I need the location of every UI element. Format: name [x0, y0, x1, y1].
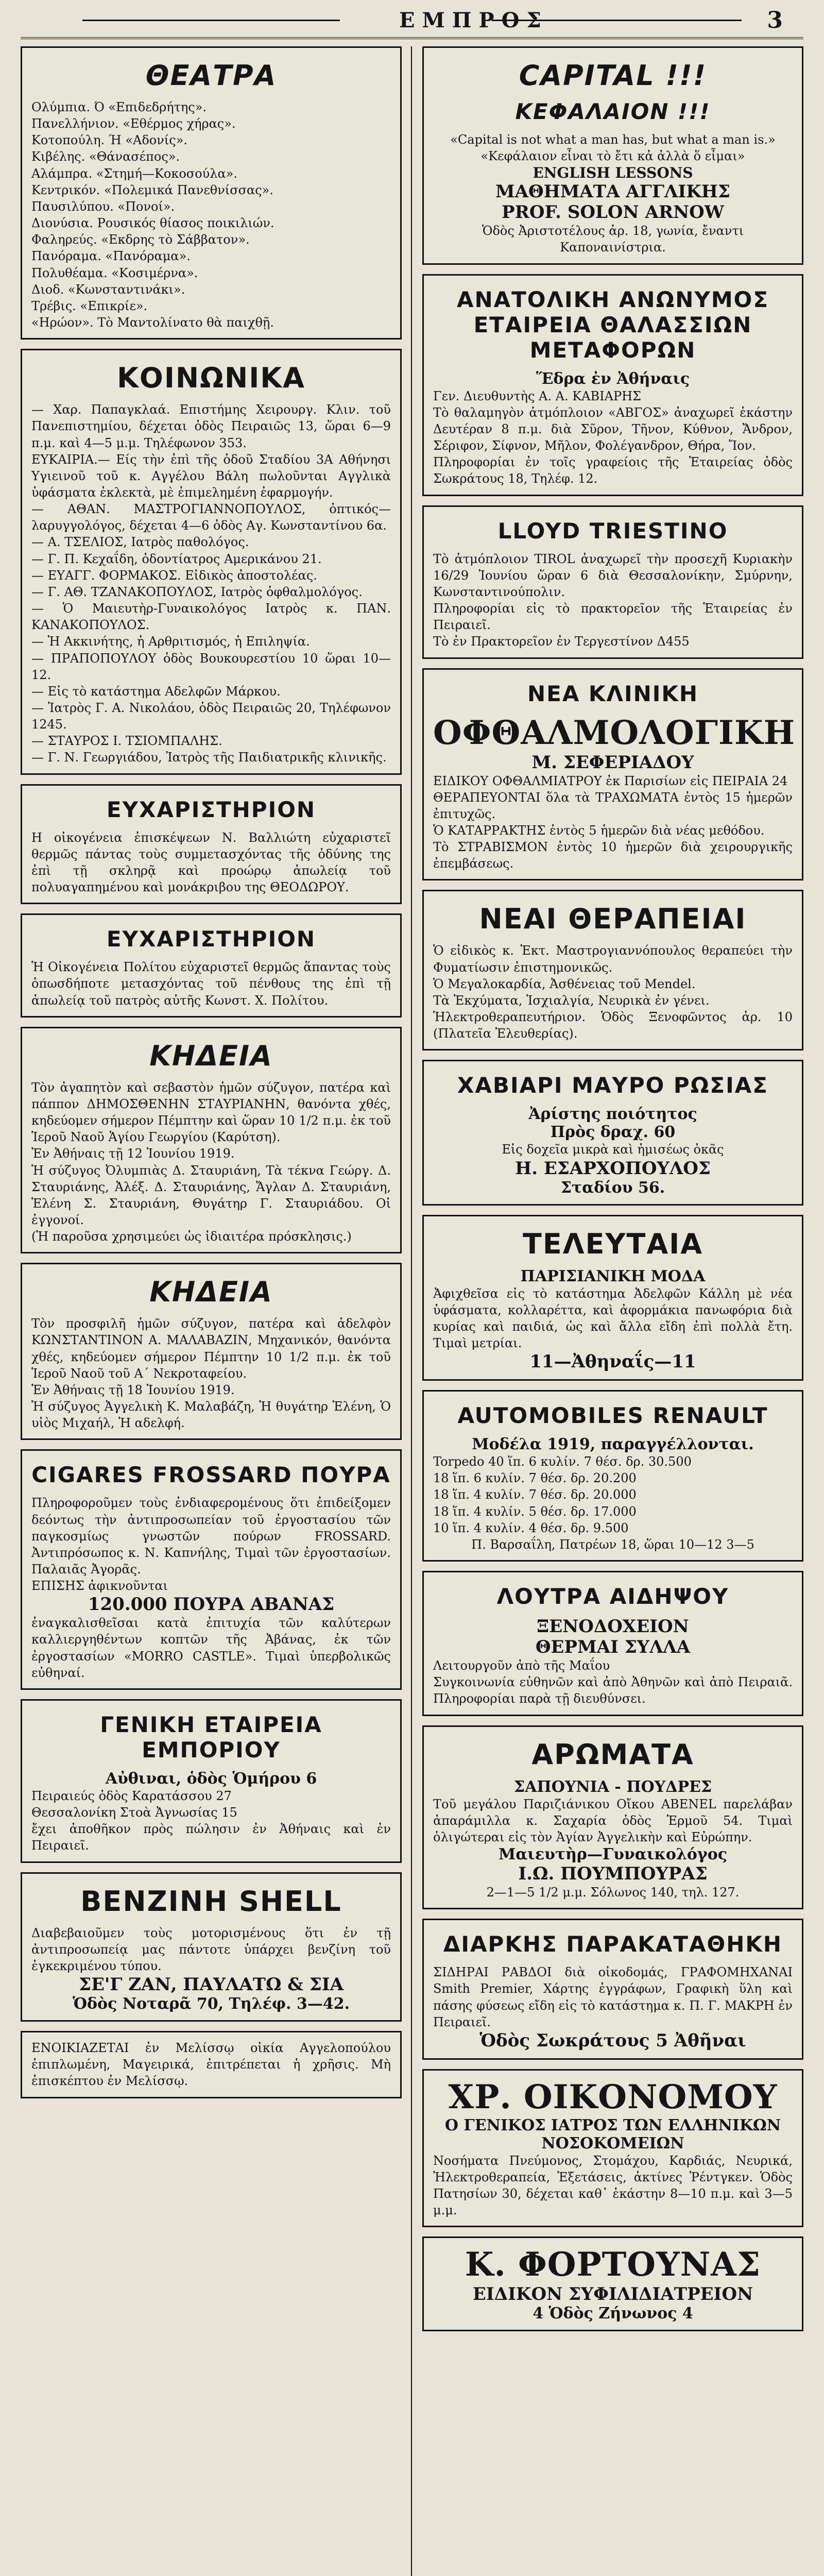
teleftaia-dates: 11—Ἀθηναΐς—11 [529, 1351, 696, 1372]
baths-title: ΞΕΝΟΔΟΧΕΙΟΝ [537, 1616, 689, 1637]
lloyd-heading: LLOYD TRIESTINO [497, 518, 728, 544]
renault-section [422, 1390, 803, 1562]
general-store-sub: Αὐθιναι, ὁδὸς Ὁμήρου 6 [105, 1769, 317, 1788]
greek-lessons-heading: ΜΑΘΗΜΑΤΑ ΑΓΓΛΙΚΗΣ [495, 181, 730, 202]
aromata-hours: 2—1—5 1/2 μ.μ. Σόλωνος 140, τηλ. 127. [486, 1885, 740, 1900]
lloyd-section [422, 505, 803, 659]
clinic-heading: ΝΕΑ ΚΛΙΝΙΚΗ [527, 681, 699, 706]
aromata-sub: ΣΑΠΟΥΝΙΑ - ΠΟΥΔΡΕΣ [513, 1777, 712, 1796]
diarkis-body: ΣΙΔΗΡΑΙ ΡΑΒΔΟΙ διὰ οἰκοδομάς, ΓΡΑΦΟΜΗΧΑΝΑΙ Smith Premier, Χάρτης ἐγγράφων, Γραφικὴ ὕλη καὶ πάσης φύσεως εἴδη εἰς τὸ κατάστημα κ. Π. Γ. ΜΑΚΡΗ ἐν Πειραιεῖ. [433, 1965, 793, 2029]
theatres-body: Ολύμπια. Ό «Επιδεδρήτης». Πανελλήνιον. «Εθέρμος χήρας». Κοτοπούλη. Ή «Αδονίς». Κιβέλης. «Θάνασέπος». Αλάμπρα. «Στημή—Κοκοσούλα». Κεντρικόν. «Πολεμικά Πανεθνίσσας». Παυσιλύπου. «Πονοί». Διονύσια. Ρουσικός θίασος ποικιλιών. Φαληρεύς. «Εκδρης τὸ Σάββατον». Πανόραμα. «Πανόραμα». Πολυθέαμα. «Κοσιμέρνα». Διοδ. «Κωνσταντινάκι». Τρέβις. «Επικρίε». «Ηρώον». Τὸ Μαντολίνατο θὰ παιχθῇ. [31, 100, 274, 330]
aromata-doctor: Ι.Ω. ΠΟΥΜΠΟΥΡΑΣ [518, 1863, 708, 1885]
baths-heading: ΛΟΥΤΡΑ ΑΙΔΗΨΟΥ [496, 1584, 729, 1609]
funeral-section-2 [21, 1263, 402, 1440]
general-store-section [21, 1699, 402, 1863]
newspaper-title: ΕΜΠΡΟΣ [399, 8, 548, 32]
column-divider [411, 46, 412, 2576]
doctor-title: Ο ΓΕΝΙΚΟΣ ΙΑΤΡΟΣ ΤΩΝ ΕΛΛΗΝΙΚΩΝ ΝΟΣΟΚΟΜΕΙΩΝ [444, 2116, 781, 2153]
new-therapies-body: Ὁ εἰδικὸς κ. Ἐκτ. Μαστρογιαννόπουλος θεραπεύει τὴν Φυματίωσιν ἐπιστημονικῶς. Ὁ Μεγαλοκαρδία, Ἀσθένειας τοῦ Mendel. Τὰ Ἐκχύματα, Ἱσχιαλγία, Νευρικὰ ἐν γένει. Ἡλεκτροθεραπευτήριον. Ὁδὸς Ξενοφῶντος ἀρ. 10 (Πλατεῖα Ἐλευθερίας). [433, 943, 793, 1041]
anatoliki-section [422, 274, 803, 496]
clinic-title: ΟΦΘΑΛΜΟΛΟΓΙΚΗ [433, 713, 796, 752]
caviar-heading: ΧΑΒΙΑΡΙ ΜΑΥΡΟ ΡΩΣΙΑΣ [457, 1073, 768, 1098]
aromata-heading: ΑΡΩΜΑΤΑ [531, 1738, 694, 1771]
funeral-heading-2: ΚΗΔΕΙΑ [149, 1276, 273, 1309]
cigars-section [21, 1449, 402, 1690]
funeral-heading-1: ΚΗΔΕΙΑ [149, 1039, 273, 1072]
clinic-section [422, 668, 803, 881]
lloyd-body: Τὸ ἀτμόπλοιον TIROL ἀναχωρεῖ τὴν προσεχῆ Κυριακὴν 16/29 Ἰουνίου ὥραν 6 διὰ Θεσσαλονίκην, Σμύρνην, Κωνσταντινούπολιν. Πληροφορίαι εἰς τὸ πρακτορεῖον τῆς Ἑταιρείας ἐν Πειραιεῖ. Τὸ ἐν Πρακτορεῖον ἐν Τεργεστίνον Δ455 [433, 551, 793, 649]
masthead-right-rule [492, 20, 742, 21]
renault-address: Π. Βαρσαΐλη, Πατρέων 18, ὥραι 10—12 3—5 [471, 1537, 754, 1552]
caviar-line-2: Πρὸς δραχ. 60 [550, 1123, 676, 1142]
social-section [21, 349, 402, 774]
diarkis-address: Ὁδὸς Σωκράτους 5 Ἀθῆναι [479, 2030, 746, 2051]
right-column [422, 46, 803, 2341]
caviar-line-1: Ἀρίστης ποιότητος [528, 1105, 697, 1124]
masthead-left-rule [82, 20, 340, 21]
diarkis-heading: ΔΙΑΡΚΗΣ ΠΑΡΑΚΑΤΑΘΗΚΗ [443, 1931, 783, 1957]
baths-body: Λειτουργοῦν ἀπὸ τῆς Μαΐου Συγκοινωνία εὐθηνῶν καὶ ἀπὸ Ἀθηνῶν καὶ ἀπὸ Πειραιᾶ. Πληροφορίαι παρὰ τῇ διευθύνσει. [433, 1658, 793, 1706]
shell-body: Διαβεβαιοῦμεν τοὺς μοτορισμένους ὅτι ἐν τῇ ἀντιπροσωπείᾳ μας πάντοτε ὑπάρχει βενζίνη τοῦ ἐγκεκριμένου τύπου. [31, 1925, 391, 1973]
anatoliki-sub: Ἕδρα ἐν Ἀθήναις [536, 369, 690, 388]
capital-section [422, 46, 803, 265]
theatres-section [21, 46, 402, 340]
thanks-heading-1: ΕΥΧΑΡΙΣΤΗΡΙΟΝ [106, 796, 316, 822]
cigars-promo-body: ἐναγκαλισθεῖσαι κατὰ ἐπιτυχία τῶν καλύτερων καλλιεργηθέντων κοπτῶν τῆς Ἀβάνας, ἐκ τῶν ἐργοστασίων «MORRO CASTLE». Τιμαὶ ὑπερβολικῶς εὐθηναί. [31, 1616, 391, 1680]
shell-address: Ὁδὸς Νοταρᾶ 70, Τηλέφ. 3—42. [72, 1995, 350, 2013]
rental-notice [21, 2031, 402, 2098]
renault-row-5: 10 ἵπ. 4 κυλίν. 4 θέσ. δρ. 9.500 [433, 1520, 629, 1535]
general-store-body: Πειραιεύς ὁδὸς Καρατάσσου 27 Θεσσαλονίκη Στοὰ Ἀγνωσίας 15 ἔχει ἀποθῆκον πρὸς πώλησιν ἐν Ἀθήναις καὶ ἐν Πειραιεῖ. [31, 1788, 391, 1853]
renault-row-3: 18 ἵπ. 4 κυλίν. 7 θέσ. δρ. 20.000 [433, 1487, 637, 1502]
funeral-section-1 [21, 1027, 402, 1254]
clinic-doctor: Μ. ΣΕΦΕΡΙΑΔΟΥ [531, 752, 694, 773]
anatoliki-body: Γεν. Διευθυντὴς Α. Α. ΚΑΒΙΑΡΗΣ Τὸ θαλαμηγὸν ἀτμόπλοιον «ΑΒΓΟΣ» ἀναχωρεῖ ἑκάστην Δευτέραν 8 π.μ. διὰ Σῦρον, Τῆνον, Κύθνον, Ἄνδρον, Σέριφον, Σίφνον, Μῆλον, Φολέγανδρον, Θήρα, Ἴον. Πληροφορίαι ἐν τοῖς γραφείοις τῆς Ἑταιρείας ὁδὸς Σωκράτους 18, Τηλέφ. 12. [433, 388, 793, 486]
caviar-line-3: Εἰς δοχεῖα μικρὰ καὶ ἡμισέως ὁκᾶς [502, 1142, 724, 1157]
professor-name: PROF. SOLON ARNOW [502, 202, 724, 223]
aromata-body: Τοῦ μεγάλου Παριζιάνικου Οἴκου ABENEL παρελάβαν ἀπαράμιλλα κ. Σαχαρία ὁδὸς Ἑρμοῦ 54. Τιμαὶ ὁλιγώτεραι εἰς τὸν Ἀγίαν Ἀγγελικὴν καὶ Εὐρώπην. [433, 1797, 793, 1844]
new-therapies-section [422, 890, 803, 1050]
caviar-section [422, 1060, 803, 1205]
fortounas-address: 4 Ὁδὸς Ζήνωνος 4 [533, 2304, 693, 2323]
fortounas-section [422, 2236, 803, 2331]
teleftaia-section [422, 1215, 803, 1381]
english-lessons-heading: ENGLISH LESSONS [533, 164, 693, 182]
clinic-body: ΕΙΔΙΚΟΥ ΟΦΘΑΛΜΙΑΤΡΟΥ ἐκ Παρισίων εἰς ΠΕΙΡΑΙΑ 24 ΘΕΡΑΠΕΥΟΝΤΑΙ ὅλα τὰ ΤΡΑΧΩΜΑΤΑ ἐντὸς 15 ἡμερῶν ἐπιτυχῶς. Ὁ ΚΑΤΑΡΡΑΚΤΗΣ ἐντὸς 5 ἡμερῶν διὰ νέας μεθόδου. Τὸ ΣΤΡΑΒΙΣΜΟΝ ἐντὸς 10 ἡμερῶν διὰ χειρουργικῆς ἐπεμβάσεως. [433, 773, 793, 871]
shell-vendor: ΣΕ'Γ ΖΑΝ, ΠΑΥΛΑΤΩ & ΣΙΑ [78, 1974, 344, 1995]
fortounas-name: Κ. ΦΟΡΤΟΥΝΑΣ [465, 2245, 761, 2284]
doctor-body: Νοσήματα Πνεύμονος, Στομάχου, Καρδιάς, Νευρικά, Ἠλεκτροθεραπεία, Ἐξετάσεις, ἀκτίνες Ῥέντγκεν. Ὁδὸς Πατησίων 30, δέχεται καθ᾽ ἑκάστην 8—10 π.μ. καὶ 3—5 μ.μ. [433, 2153, 793, 2218]
renault-row-1: Torpedo 40 ἵπ. 6 κυλίν. 7 θέσ. δρ. 30.500 [433, 1454, 692, 1469]
capital-subtitle: ΚΕΦΑΛΑΙΟΝ !!! [515, 99, 711, 124]
page-number: 3 [767, 7, 783, 33]
funeral-body-2: Τὸν προσφιλῆ ἡμῶν σύζυγον, πατέρα καὶ ἀδελφὸν ΚΩΝΣΤΑΝΤΙΝΟΝ Α. ΜΑΛΑΒΑΖΙΝ, Μηχανικόν, θανόντα χθές, κηδεύομεν σήμερον Πέμπτην 10 1/2 π.μ. ἐκ τοῦ Ἱεροῦ Ναοῦ τοῦ Α΄ Νεκροταφείου. Ἐν Ἀθήναις τῇ 18 Ἰουνίου 1919. Ἡ σύζυγος Ἀγγελικὴ Κ. Μαλαβάζη, Ἡ θυγάτηρ Ἑλένη, Ὁ υἱὸς Μιχαήλ, Ἡ αδελφή. [31, 1316, 391, 1431]
general-store-heading: ΓΕΝΙΚΗ ΕΤΑΙΡΕΙΑ ΕΜΠΟΡΙΟΥ [100, 1711, 322, 1762]
capital-quote: «Capital is not what a man has, but what a man is.» [450, 132, 776, 147]
thanks-body-1: Η οἰκογένεια ἐπισκέψεων Ν. Βαλλιώτη εὐχαριστεῖ θερμῶς πάντας τοὺς συμμετασχόντας τῆς ὀδύνης της ἐπὶ τῇ σκληρᾷ καὶ προώρῳ ἀπωλείᾳ τοῦ πολυαγαπημένου καὶ μονάκριβου της ΘΕΟΔΩΡΟΥ. [31, 830, 391, 895]
capital-address: Ὁδὸς Ἀριστοτέλους ἀρ. 18, γωνία, ἔναντι Καποναινίστρια. [482, 224, 744, 255]
theatres-heading: ΘΕΑΤΡΑ [145, 59, 277, 92]
cigars-body: Πληροφοροῦμεν τοὺς ἐνδιαφερομένους ὅτι ἐπιδείξομεν δεόντως τὴν ἀντιπροσωπείαν τοῦ ἐργοστασίου τῶν παγκοσμίως γνωστῶν πούρων FROSSARD. Ἀντιπρόσωπος κ. Ν. Καπνήλης, Τιμαὶ τῶν ἐργοστασίων. Παλαιᾶς Ἀγορᾶς. ΕΠΙΣΗΣ ἀφικνοῦνται [31, 1496, 391, 1594]
capital-tagline: «Κεφάλαιον εἶναι τὸ ἔτι κἀ ἀλλὰ ὅ εἶμαι» [480, 149, 745, 164]
cigars-promo-title: 120.000 ΠΟΥΡΑ ΑΒΑΝΑΣ [88, 1594, 335, 1615]
anatoliki-heading: ΑΝΑΤΟΛΙΚΗ ΑΝΩΝΥΜΟΣ ΕΤΑΙΡΕΙΑ ΘΑΛΑΣΣΙΩΝ ΜΕΤΑΦΟΡΩΝ [456, 286, 769, 363]
rental-notice-body: ΕΝΟΙΚΙΑΖΕΤΑΙ ἐν Μελίσσῳ οἰκία Αγγελοπούλου ἐπιπλωμένη, Μαγειρικά, ἐπιτρέπεται ἡ χρῆσις. Μὴ ἐπισκέπτου ἐν Μελίσσῳ. [31, 2041, 391, 2089]
aromata-section [422, 1725, 803, 1910]
doctor-name: ΧΡ. ΟΙΚΟΝΟΜΟΥ [448, 2077, 778, 2116]
renault-row-2: 18 ἵπ. 6 κυλίν. 7 θέσ. δρ. 20.200 [433, 1471, 637, 1486]
caviar-address: Σταδίου 56. [560, 1178, 665, 1197]
fortounas-title: ΕΙΔΙΚΟΝ ΣΥΦΙΛΙΔΙΑΤΡΕΙΟΝ [472, 2284, 753, 2305]
renault-row-4: 18 ἵπ. 4 κυλίν. 5 θέσ. δρ. 17.000 [433, 1504, 637, 1519]
teleftaia-sub: ΠΑΡΙΣΙΑΝΙΚΗ ΜΟΔΑ [520, 1267, 706, 1285]
social-body: — Χαρ. Παπαγκλαά. Επιστήμης Χειρουργ. Κλιν. τοῦ Πανεπιστημίου, δέχεται ὁδὸς Πειραιῶς 13, ὥραι 6—9 π.μ. καὶ 4—5 μ.μ. Τηλέφωνον 353. ΕΥΚΑΙΡΙΑ.— Είς τὴν ἐπὶ τῆς ὁδοῦ Σταδίου 3Α Αθήνησι Υγιεινοῦ τοῦ κ. Αγγέλου Βάλη πωλοῦνται Αγγλικὰ ὑφάσματα ἐκλεκτὰ, μὲ ἐπιμελημένη ἐφαρμογήν. — ΑΘΑΝ. ΜΑΣΤΡΟΓΙΑΝΝΟΠΟΥΛΟΣ, ὀπτικός—λαρυγγολόγος, δέχεται 4—6 ὁδὸς Αγ. Κωνσταντίνου 6α. — Α. ΤΣΕΛΙΟΣ, Ιατρὸς παθολόγος. — Γ. Π. Κεχαΐδη, ὀδοντίατρος Αμερικάνου 21. — ΕΥΑΓΓ. ΦΟΡΜΑΚΟΣ. Εἰδικὸς ἀποστολέας. — Γ. ΑΘ. ΤΖΑΝΑΚΟΠΟΥΛΟΣ, Ιατρὸς ὀφθαλμολόγος. — Ὁ Μαιευτὴρ-Γυναικολόγος Ιατρὸς κ. ΠΑΝ. ΚΑΝΑΚΟΠΟΥΛΟΣ. — Ἡ Ακκινήτης, ἡ Αρθριτισμός, ἡ Επιληψία. — ΠΡΑΠΟΠΟΥΛΟΥ ὁδὸς Βουκουρεστίου 10 ὥραι 10—12. — Εἰς τὸ κατάστημα Αδελφῶν Μάρκου. — Ἰατρὸς Γ. Α. Νικολάου, ὁδὸς Πειραιῶς 20, Τηλέφωνον 1245. — ΣΤΑΥΡΟΣ Ι. ΤΣΙΟΜΠΑΛΗΣ. — Γ. Ν. Γεωργιάδου, Ἰατρὸς τῆς Παιδιατρικῆς κλινικῆς. [31, 402, 391, 765]
masthead [21, 6, 803, 39]
new-therapies-heading: ΝΕΑΙ ΘΕΡΑΠΕΙΑΙ [479, 903, 747, 936]
shell-heading: BENZINH SHELL [80, 1885, 342, 1918]
aromata-promo: Μαιευτὴρ—Γυναικολόγος [499, 1845, 727, 1864]
teleftaia-heading: ΤΕΛΕΥΤΑΙΑ [522, 1227, 703, 1260]
funeral-body-1: Τὸν ἀγαπητὸν καὶ σεβαστὸν ἡμῶν σύζυγον, πατέρα καὶ πάππον ΔΗΜΟΣΘΕΝΗΝ ΣΤΑΥΡΙΑΝΗΝ, θανόντα χθές, κηδεύομεν σήμερον Πέμπτην καὶ ὥραν 10 1/2 π.μ. ἐκ τοῦ Ἱεροῦ Ναοῦ Ἁγίου Γεωργίου (Καρύτση). Ἐν Ἀθήναις τῇ 12 Ἰουνίου 1919. Ἡ σύζυγος Ὀλυμπιὰς Δ. Σταυριάνη, Τὰ τέκνα Γεώργ. Δ. Σταυριάνης, Ἀλέξ. Δ. Σταυριάνης, Ἄγλαν Δ. Σταυριάνη, Ἑλένη Σ. Σταυριάνη, Θυγάτηρ Γ. Σταυριάδου. Οἱ ἐγγονοί. (Ἡ παροῦσα χρησιμεύει ὡς ἰδιαιτέρα πρόσκλησις.) [31, 1080, 391, 1244]
caviar-vendor: Η. ΕΣΑΡΧΟΠΟΥΛΟΣ [515, 1158, 711, 1179]
renault-sub: Μοδέλα 1919, παραγγέλλονται. [472, 1435, 754, 1454]
baths-section [422, 1571, 803, 1716]
thanks-section-2 [21, 913, 402, 1017]
thanks-heading-2: ΕΥΧΑΡΙΣΤΗΡΙΟΝ [106, 926, 316, 952]
cigars-heading: CIGARES FROSSARD ΠΟΥΡΑ [31, 1462, 391, 1488]
left-column [21, 46, 402, 2108]
teleftaia-body: Ἀφιχθεῖσα εἰς τὸ κατάστημα Ἀδελφῶν Κάλλη μὲ νέα ὑφάσματα, κολλαρέττα, καὶ ἀφορμάκια πανωφόρια διὰ κυρίας καὶ παιδιά, ὡς καὶ ἄλλα εἴδη ἐπὶ πολλὰ ἔτη. Τιμαὶ μετρίαι. [433, 1286, 793, 1350]
social-heading: ΚΟΙΝΩΝΙΚΑ [117, 362, 305, 395]
shell-section [21, 1872, 402, 2022]
thanks-section-1 [21, 784, 402, 905]
doctor-section [422, 2069, 803, 2228]
renault-heading: AUTOMOBILES RENAULT [457, 1403, 768, 1429]
thanks-body-2: Ἡ Οἰκογένεια Πολίτου εὐχαριστεῖ θερμῶς ἅπαντας τοὺς ὁπωσδήποτε μετασχόντας τοῦ πένθους της ἐπὶ τῇ ἀπωλείᾳ τοῦ πατρὸς αὐτῆς Κωνστ. Χ. Πολίτου. [31, 960, 391, 1008]
baths-name: ΘΕΡΜΑΙ ΣΥΛΛΑ [535, 1637, 691, 1658]
diarkis-section [422, 1919, 803, 2060]
capital-title: CAPITAL !!! [519, 59, 707, 92]
